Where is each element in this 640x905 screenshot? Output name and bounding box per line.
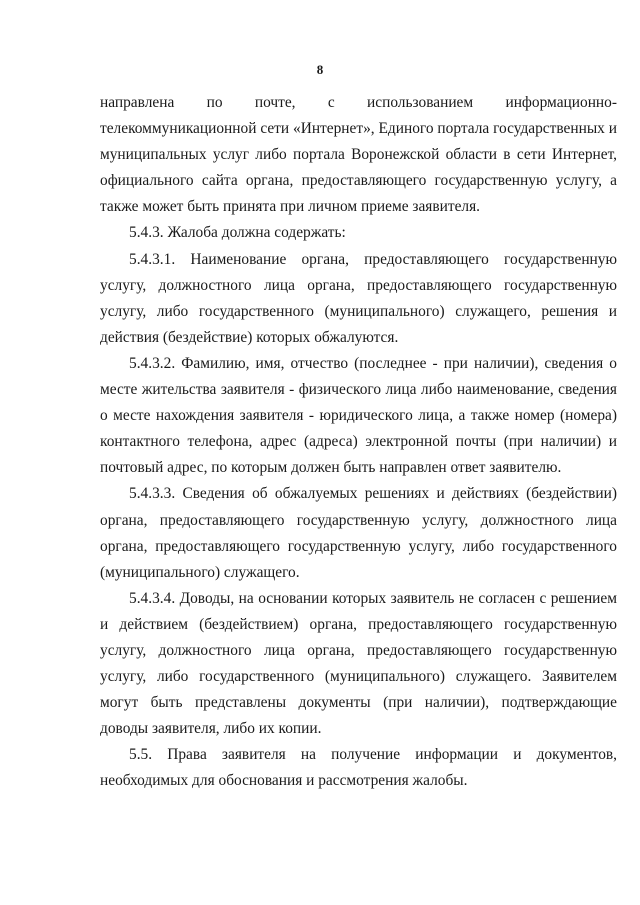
paragraph-5-4-3-4: 5.4.3.4. Доводы, на основании которых заявитель не согласен с решением и действием (бездействием) органа, предоставляющего государственную услугу, должностного лица органа, предоставляющего государственную услугу, либо государственного (муниципального) служащего. Заявителем могут быть представлены документы (при наличии), подтверждающие доводы заявителя, либо их копии. <box>100 589 617 738</box>
page-number: 8 <box>316 62 324 77</box>
paragraph-5-5: 5.5. Права заявителя на получение информации и документов, необходимых для обоснования и рассмотрения жалобы. <box>100 746 617 790</box>
paragraph-5-4-3-3: 5.4.3.3. Сведения об обжалуемых решениях и действиях (бездействии) органа, предоставляющего государственную услугу, должностного лица органа, предоставляющего государственную услугу, либо государственного (муниципального) служащего. <box>100 485 617 581</box>
paragraph-intro-continued: направлена по почте, с использованием информационно-телекоммуникационной сети «Интернет», Единого портала государственных и муниципальных услуг либо портала Воронежской области в сети Интернет, официального сайта органа, предоставляющего государственную услугу, а также может быть принята при личном приеме заявителя. <box>100 94 617 216</box>
paragraph-5-4-3-2: 5.4.3.2. Фамилию, имя, отчество (последнее - при наличии), сведения о месте жительства заявителя - физического лица либо наименование, сведения о месте нахождения заявителя - юридического лица, а также номер (номера) контактного телефона, адрес (адреса) электронной почты (при наличии) и почтовый адрес, по которым должен быть направлен ответ заявителю. <box>100 354 617 477</box>
paragraph-5-4-3-1: 5.4.3.1. Наименование органа, предоставляющего государственную услугу, должностного лица органа, предоставляющего государственную услугу, либо государственного (муниципального) служащего, решения и действия (бездействие) которых обжалуются. <box>100 250 617 346</box>
document-body <box>100 90 617 795</box>
paragraph-5-4-3: 5.4.3. Жалоба должна содержать: <box>129 224 346 242</box>
